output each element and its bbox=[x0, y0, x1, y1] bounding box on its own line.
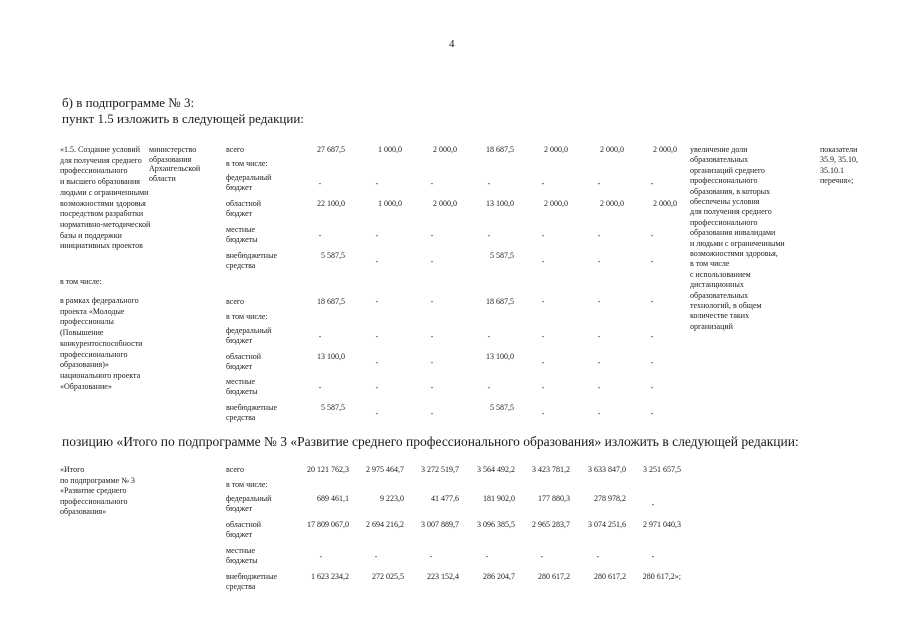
value-cell: 3 074 251,6 bbox=[588, 520, 626, 529]
value-cell: 13 100,0 bbox=[486, 352, 514, 361]
item-name-line: для получения среднего bbox=[60, 155, 142, 165]
value-cell: 18 687,5 bbox=[486, 145, 514, 154]
result-line: образования, в которых bbox=[690, 186, 771, 196]
funding-source: бюджеты bbox=[226, 556, 258, 565]
funding-source: средства bbox=[226, 582, 256, 591]
value-cell: 1 623 234,2 bbox=[311, 572, 349, 581]
result-line: для получения среднего bbox=[690, 207, 772, 217]
value-cell: 1 000,0 bbox=[378, 145, 402, 154]
value-cell: 280 617,2 bbox=[538, 572, 570, 581]
result-line: обеспечены условия bbox=[690, 197, 760, 206]
value-cell: - bbox=[650, 257, 654, 266]
funding-source: областной bbox=[226, 520, 262, 529]
value-cell: 9 223,0 bbox=[380, 494, 404, 503]
result-line: технологий, в общем bbox=[690, 301, 762, 310]
value-cell: - bbox=[318, 231, 322, 240]
value-cell: - bbox=[541, 179, 545, 188]
funding-source: федеральный bbox=[226, 326, 272, 335]
value-cell: - bbox=[650, 231, 654, 240]
value-cell: - bbox=[541, 409, 545, 418]
funding-source: бюджеты bbox=[226, 387, 258, 396]
value-cell: - bbox=[487, 332, 491, 341]
funding-source: бюджеты bbox=[226, 235, 258, 244]
value-cell: 181 902,0 bbox=[483, 494, 515, 503]
result-line: в том числе bbox=[690, 259, 730, 269]
value-cell: 278 978,2 bbox=[594, 494, 626, 503]
value-cell: 2 000,0 bbox=[544, 145, 568, 154]
indicator-line: перечня»; bbox=[820, 176, 854, 186]
item-name-line: «1.5. Создание условий bbox=[60, 145, 140, 154]
result-line: образования инвалидами bbox=[690, 228, 776, 238]
value-cell: - bbox=[375, 409, 379, 418]
value-cell: - bbox=[650, 383, 654, 392]
funding-source: всего bbox=[226, 297, 245, 306]
value-cell: - bbox=[541, 358, 545, 367]
value-cell: 286 204,7 bbox=[483, 572, 515, 581]
value-cell: - bbox=[375, 297, 379, 306]
value-cell: - bbox=[597, 409, 601, 418]
value-cell: - bbox=[430, 332, 434, 341]
heading-subprogram: б) в подпрограмме № 3: bbox=[62, 95, 195, 110]
subitem-intro: в том числе: bbox=[60, 277, 102, 286]
value-cell: 3 423 781,2 bbox=[532, 465, 570, 474]
value-cell: - bbox=[596, 552, 600, 561]
item-name-line: нормативно-методической bbox=[60, 219, 151, 229]
value-cell: - bbox=[429, 552, 433, 561]
funding-source: местные bbox=[226, 225, 256, 234]
value-cell: 18 687,5 bbox=[486, 297, 514, 306]
funding-source: местные bbox=[226, 377, 256, 386]
value-cell: - bbox=[430, 179, 434, 188]
value-cell: 2 694 216,2 bbox=[366, 520, 404, 529]
value-cell: - bbox=[485, 552, 489, 561]
executor-line: министерство bbox=[149, 145, 197, 154]
total-name-line: образования» bbox=[60, 507, 107, 516]
value-cell: - bbox=[375, 332, 379, 341]
result-line: возможностями здоровья, bbox=[690, 249, 778, 258]
value-cell: 5 587,5 bbox=[490, 251, 514, 260]
value-cell: - bbox=[650, 297, 654, 306]
value-cell: 2 965 283,7 bbox=[532, 520, 570, 529]
value-cell: 3 096 385,5 bbox=[477, 520, 515, 529]
subitem-name-line: (Повышение bbox=[60, 328, 104, 338]
value-cell: - bbox=[430, 257, 434, 266]
funding-source: в том числе: bbox=[226, 159, 268, 168]
value-cell: - bbox=[540, 552, 544, 561]
value-cell: 1 000,0 bbox=[378, 199, 402, 208]
value-cell: 18 687,5 bbox=[317, 297, 345, 306]
value-cell: - bbox=[597, 297, 601, 306]
funding-source: федеральный bbox=[226, 173, 272, 182]
item-name-line: инициативных проектов bbox=[60, 241, 143, 251]
result-line: увеличение доли bbox=[690, 145, 748, 154]
value-cell: - bbox=[487, 179, 491, 188]
item-name-line: базы и поддержки bbox=[60, 230, 122, 240]
value-cell: - bbox=[651, 552, 655, 561]
result-line: и людьми с ограниченными bbox=[690, 238, 785, 248]
item-name-line: посредством разработки bbox=[60, 209, 144, 219]
value-cell: 177 880,3 bbox=[538, 494, 570, 503]
result-line: образовательных bbox=[690, 155, 749, 165]
value-cell: - bbox=[487, 383, 491, 392]
value-cell: 13 100,0 bbox=[486, 199, 514, 208]
value-cell: - bbox=[597, 383, 601, 392]
value-cell: 2 000,0 bbox=[544, 199, 568, 208]
subitem-name-line: конкурентоспособности bbox=[60, 338, 143, 348]
value-cell: 280 617,2 bbox=[594, 572, 626, 581]
page-number: 4 bbox=[449, 38, 455, 50]
subitem-name-line: профессионалы bbox=[60, 317, 114, 327]
value-cell: - bbox=[430, 297, 434, 306]
funding-source: бюджет bbox=[226, 362, 253, 371]
value-cell: 27 687,5 bbox=[317, 145, 345, 154]
value-cell: - bbox=[318, 383, 322, 392]
funding-source: в том числе: bbox=[226, 480, 268, 489]
indicator-line: показатели bbox=[820, 145, 858, 154]
value-cell: 3 272 519,7 bbox=[421, 465, 459, 474]
total-name-line: «Развитие среднего bbox=[60, 486, 127, 495]
value-cell: - bbox=[375, 383, 379, 392]
value-cell: 5 587,5 bbox=[321, 403, 345, 412]
heading-total-position: позицию «Итого по подпрограмме № 3 «Развитие среднего профессионального образования» изложить в следующей редакции: bbox=[62, 434, 799, 449]
value-cell: 3 007 889,7 bbox=[421, 520, 459, 529]
value-cell: - bbox=[541, 257, 545, 266]
subitem-name-line: национального проекта bbox=[60, 370, 141, 380]
value-cell: - bbox=[541, 332, 545, 341]
funding-source: областной bbox=[226, 199, 262, 208]
value-cell: - bbox=[650, 179, 654, 188]
subitem-name-line: в рамках федерального bbox=[60, 296, 139, 305]
funding-source: средства bbox=[226, 261, 256, 270]
total-name-line: профессионального bbox=[60, 496, 128, 506]
value-cell: 272 025,5 bbox=[372, 572, 404, 581]
funding-source: бюджет bbox=[226, 209, 253, 218]
value-cell: 2 000,0 bbox=[653, 199, 677, 208]
total-name-line: по подпрограмме № 3 bbox=[60, 475, 135, 485]
value-cell: 20 121 762,3 bbox=[307, 465, 349, 474]
value-cell: - bbox=[318, 332, 322, 341]
value-cell: 2 000,0 bbox=[600, 199, 624, 208]
item-name-line: профессионального bbox=[60, 166, 128, 176]
subitem-name-line: профессионального bbox=[60, 349, 128, 359]
value-cell: 3 251 657,5 bbox=[643, 465, 681, 474]
value-cell: - bbox=[375, 231, 379, 240]
value-cell: - bbox=[375, 358, 379, 367]
result-line: организаций bbox=[690, 321, 733, 331]
executor-line: области bbox=[149, 173, 176, 183]
result-line: профессионального bbox=[690, 217, 758, 227]
value-cell: 17 809 067,0 bbox=[307, 520, 349, 529]
value-cell: - bbox=[375, 257, 379, 266]
value-cell: 22 100,0 bbox=[317, 199, 345, 208]
value-cell: 2 000,0 bbox=[600, 145, 624, 154]
funding-source: местные bbox=[226, 546, 256, 555]
executor-line: образования bbox=[149, 154, 192, 164]
funding-source: федеральный bbox=[226, 494, 272, 503]
subitem-name-line: проекта «Молодые bbox=[60, 306, 125, 316]
value-cell: 5 587,5 bbox=[321, 251, 345, 260]
funding-source: в том числе: bbox=[226, 312, 268, 321]
value-cell: 2 975 464,7 bbox=[366, 465, 404, 474]
value-cell: - bbox=[650, 358, 654, 367]
funding-source: бюджет bbox=[226, 183, 253, 192]
indicator-line: 35.9, 35.10, bbox=[820, 155, 858, 165]
value-cell: 2 971 040,3 bbox=[643, 520, 681, 529]
result-line: образовательных bbox=[690, 290, 749, 300]
result-line: дистанционных bbox=[690, 280, 744, 290]
value-cell: - bbox=[597, 358, 601, 367]
subitem-name-line: «Образование» bbox=[60, 381, 112, 391]
value-cell: - bbox=[597, 257, 601, 266]
executor-line: Архангельской bbox=[149, 164, 201, 173]
value-cell: - bbox=[541, 297, 545, 306]
item-name-line: возможностями здоровья bbox=[60, 198, 146, 208]
value-cell: - bbox=[541, 231, 545, 240]
value-cell: - bbox=[319, 552, 323, 561]
value-cell: 5 587,5 bbox=[490, 403, 514, 412]
result-line: с использованием bbox=[690, 269, 751, 279]
funding-source: внебюджетные bbox=[226, 403, 277, 412]
value-cell: - bbox=[541, 383, 545, 392]
result-line: профессионального bbox=[690, 176, 758, 186]
funding-source: средства bbox=[226, 413, 256, 422]
funding-source: областной bbox=[226, 352, 262, 361]
value-cell: 2 000,0 bbox=[433, 199, 457, 208]
value-cell: 689 461,1 bbox=[317, 494, 349, 503]
value-cell: 2 000,0 bbox=[433, 145, 457, 154]
funding-source: бюджет bbox=[226, 336, 253, 345]
item-name-line: и высшего образования bbox=[60, 177, 140, 187]
funding-source: всего bbox=[226, 145, 245, 154]
funding-source: внебюджетные bbox=[226, 251, 277, 260]
value-cell: - bbox=[597, 332, 601, 341]
funding-source: бюджет bbox=[226, 530, 253, 539]
funding-source: бюджет bbox=[226, 504, 253, 513]
value-cell: - bbox=[597, 179, 601, 188]
value-cell: - bbox=[650, 332, 654, 341]
value-cell: 13 100,0 bbox=[317, 352, 345, 361]
heading-item-1-5: пункт 1.5 изложить в следующей редакции: bbox=[62, 111, 304, 126]
value-cell: - bbox=[650, 409, 654, 418]
value-cell: - bbox=[430, 409, 434, 418]
value-cell: 3 633 847,0 bbox=[588, 465, 626, 474]
value-cell: 41 477,6 bbox=[431, 494, 459, 503]
value-cell: 223 152,4 bbox=[427, 572, 459, 581]
result-line: организаций среднего bbox=[690, 165, 765, 175]
value-cell: - bbox=[375, 179, 379, 188]
funding-source: внебюджетные bbox=[226, 572, 277, 581]
value-cell: - bbox=[430, 383, 434, 392]
value-cell: - bbox=[430, 231, 434, 240]
total-name-line: «Итого bbox=[60, 465, 85, 474]
subitem-name-line: образования)» bbox=[60, 360, 109, 370]
value-cell: - bbox=[651, 500, 655, 509]
value-cell: - bbox=[430, 358, 434, 367]
result-line: количестве таких bbox=[690, 311, 750, 321]
value-cell: 280 617,2»; bbox=[642, 572, 681, 581]
value-cell: - bbox=[597, 231, 601, 240]
funding-source: всего bbox=[226, 465, 245, 474]
indicator-line: 35.10.1 bbox=[820, 165, 844, 175]
item-name-line: людьми с ограниченными bbox=[60, 187, 149, 197]
value-cell: 2 000,0 bbox=[653, 145, 677, 154]
value-cell: - bbox=[374, 552, 378, 561]
value-cell: - bbox=[487, 231, 491, 240]
value-cell: 3 564 492,2 bbox=[477, 465, 515, 474]
value-cell: - bbox=[318, 179, 322, 188]
